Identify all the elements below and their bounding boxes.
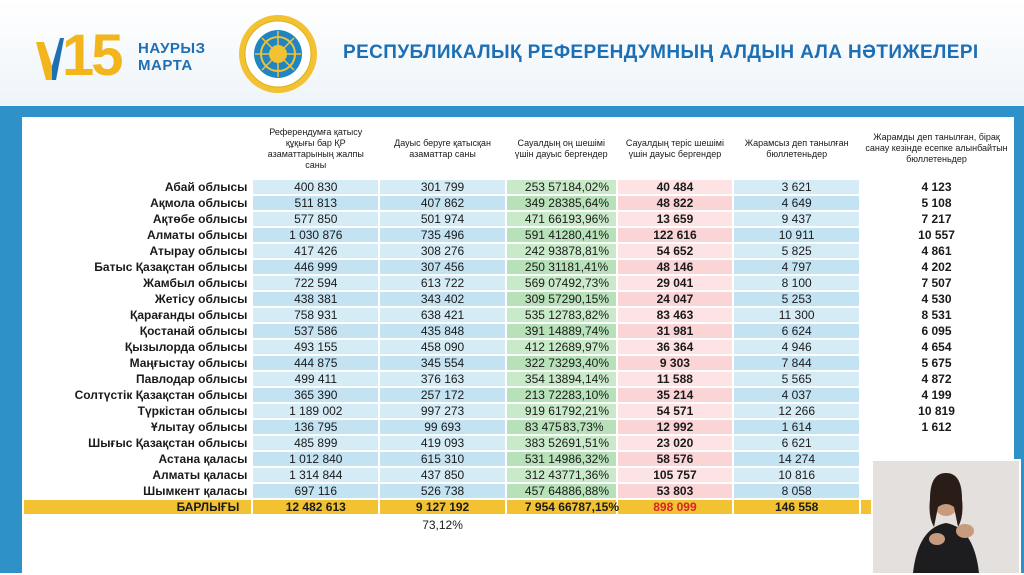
no-votes: 36 364 [618,340,733,354]
yes-percent: 84,02% [568,180,610,194]
voted-count: 376 163 [380,372,505,386]
yes-percent: 92,21% [568,404,610,418]
uncounted-ballots: 4 199 [861,388,1012,402]
table-row [24,180,1012,194]
voted-count: 301 799 [380,180,505,194]
yes-percent: 91,51% [568,436,610,450]
total-yes-percent: 87,15% [578,500,620,514]
voted-count: 308 276 [380,244,505,258]
region-name: Шымкент қаласы [24,484,251,498]
region-name: Түркістан облысы [24,404,251,418]
eligible-count: 537 586 [253,324,378,338]
invalid-ballots: 9 437 [734,212,859,226]
invalid-ballots: 5 565 [734,372,859,386]
table-header-row [24,119,1012,178]
yes-percent: 93,96% [568,212,610,226]
no-votes: 48 822 [618,196,733,210]
yes-count: 213 722 [524,388,569,402]
voted-count: 343 402 [380,292,505,306]
uncounted-ballots: 4 202 [861,260,1012,274]
eligible-count: 493 155 [253,340,378,354]
invalid-ballots: 4 946 [734,340,859,354]
region-name: Астана қаласы [24,452,251,466]
region-name: Ақтөбе облысы [24,212,251,226]
eligible-count: 722 594 [253,276,378,290]
page-title: РЕСПУБЛИКАЛЫҚ РЕФЕРЕНДУМНЫҢ АЛДЫН АЛА НӘТИЖЕЛЕРІ [343,42,979,63]
region-name: Солтүстік Қазақстан облысы [24,388,251,402]
voted-count: 735 496 [380,228,505,242]
voted-count: 997 273 [380,404,505,418]
invalid-ballots: 1 614 [734,420,859,434]
table-row [24,468,1012,482]
yes-count: 354 138 [524,372,569,386]
invalid-ballots: 12 266 [734,404,859,418]
election-commission-emblem-icon [238,14,318,94]
yes-count: 531 149 [524,452,569,466]
eligible-count: 577 850 [253,212,378,226]
voted-count: 345 554 [380,356,505,370]
table-row [24,404,1012,418]
table-row [24,196,1012,210]
header-no: Сауалдың теріс шешімі үшін дауыс бергендер [618,119,733,178]
table-row [24,356,1012,370]
yes-count: 457 648 [524,484,569,498]
yes-count: 83 475 [524,420,562,434]
yes-percent: 92,73% [568,276,610,290]
total-eligible: 12 482 613 [253,500,378,514]
region-name: Алматы қаласы [24,468,251,482]
total-label: БАРЛЫҒЫ [24,500,251,514]
eligible-count: 400 830 [253,180,378,194]
table-row [24,276,1012,290]
no-votes: 23 020 [618,436,733,450]
header-bar [0,0,1024,106]
invalid-ballots: 6 624 [734,324,859,338]
yes-percent: 83,10% [568,388,610,402]
yes-votes [507,420,616,434]
eligible-count: 136 795 [253,420,378,434]
turnout-row [24,516,1012,534]
invalid-ballots: 6 621 [734,436,859,450]
eligible-count: 1 189 002 [253,404,378,418]
checkmark-icon [36,36,64,80]
eligible-count: 758 931 [253,308,378,322]
uncounted-ballots: 4 654 [861,340,1012,354]
yes-votes [507,180,616,194]
no-votes: 9 303 [618,356,733,370]
logo-line-1: НАУРЫЗ [138,40,206,57]
uncounted-ballots: 4 872 [861,372,1012,386]
eligible-count: 446 999 [253,260,378,274]
yes-votes [507,356,616,370]
voted-count: 615 310 [380,452,505,466]
no-votes: 53 803 [618,484,733,498]
eligible-count: 417 426 [253,244,378,258]
yes-count: 349 283 [524,196,569,210]
eligible-count: 444 875 [253,356,378,370]
yes-count: 412 126 [524,340,569,354]
yes-percent: 89,74% [568,324,610,338]
no-votes: 12 992 [618,420,733,434]
turnout-percent: 73,12% [380,516,505,534]
march-15-logo [36,23,216,88]
invalid-ballots: 8 058 [734,484,859,498]
invalid-ballots: 5 825 [734,244,859,258]
table-row [24,436,1012,450]
table-row [24,244,1012,258]
yes-percent: 94,14% [568,372,610,386]
voted-count: 307 456 [380,260,505,274]
eligible-count: 499 411 [253,372,378,386]
header-yes: Сауалдың оң шешімі үшін дауыс бергендер [507,119,616,178]
voted-count: 501 974 [380,212,505,226]
yes-percent: 89,97% [568,340,610,354]
uncounted-ballots: 8 531 [861,308,1012,322]
eligible-count: 697 116 [253,484,378,498]
voted-count: 435 848 [380,324,505,338]
yes-votes [507,324,616,338]
yes-count: 569 074 [524,276,569,290]
invalid-ballots: 4 649 [734,196,859,210]
yes-count: 253 571 [524,180,569,194]
invalid-ballots: 7 844 [734,356,859,370]
total-no: 898 099 [618,500,733,514]
voted-count: 613 722 [380,276,505,290]
no-votes: 11 588 [618,372,733,386]
region-name: Жамбыл облысы [24,276,251,290]
eligible-count: 1 030 876 [253,228,378,242]
table-row [24,452,1012,466]
results-table [22,117,1014,536]
yes-percent: 81,41% [567,260,609,274]
yes-votes [507,228,616,242]
yes-votes [507,452,616,466]
voted-count: 407 862 [380,196,505,210]
uncounted-ballots: 4 530 [861,292,1012,306]
yes-votes [507,196,616,210]
uncounted-ballots: 10 819 [861,404,1012,418]
uncounted-ballots: 5 675 [861,356,1012,370]
no-votes: 24 047 [618,292,733,306]
yes-count: 250 311 [524,260,568,274]
region-name: Қостанай облысы [24,324,251,338]
voted-count: 638 421 [380,308,505,322]
table-row [24,388,1012,402]
total-row [24,500,1012,514]
invalid-ballots: 5 253 [734,292,859,306]
invalid-ballots: 10 816 [734,468,859,482]
yes-votes [507,276,616,290]
voted-count: 257 172 [380,388,505,402]
yes-count: 391 148 [524,324,569,338]
uncounted-ballots: 4 123 [861,180,1012,194]
header-eligible: Референдумға қатысу құқығы бар ҚР азаматтарының жалпы саны [253,119,378,178]
yes-count: 322 732 [524,356,569,370]
uncounted-ballots [861,436,1012,450]
uncounted-ballots: 6 095 [861,324,1012,338]
uncounted-ballots: 4 861 [861,244,1012,258]
voted-count: 99 693 [380,420,505,434]
yes-percent: 71,36% [568,468,610,482]
header-uncounted: Жарамды деп танылған, бірақ санау кезінде есепке алынбайтын бюллетеньдер [861,119,1012,178]
table-row [24,372,1012,386]
invalid-ballots: 4 037 [734,388,859,402]
yes-votes [507,404,616,418]
yes-votes [507,468,616,482]
yes-percent: 83,82% [568,308,610,322]
total-yes [507,500,620,514]
logo-line-2: МАРТА [138,57,193,74]
table-row [24,292,1012,306]
invalid-ballots: 14 274 [734,452,859,466]
yes-count: 312 437 [524,468,569,482]
eligible-count: 511 813 [253,196,378,210]
no-votes: 31 981 [618,324,733,338]
yes-votes [507,388,616,402]
region-name: Ақмола облысы [24,196,251,210]
table-row [24,324,1012,338]
yes-percent: 90,15% [568,292,610,306]
uncounted-ballots: 1 612 [861,420,1012,434]
no-votes: 35 214 [618,388,733,402]
invalid-ballots: 8 100 [734,276,859,290]
yes-votes [507,340,616,354]
region-name: Батыс Қазақстан облысы [24,260,251,274]
region-name: Шығыс Қазақстан облысы [24,436,251,450]
yes-votes [507,212,616,226]
yes-count: 309 572 [524,292,569,306]
yes-percent: 86,88% [568,484,610,498]
yes-count: 242 938 [524,244,569,258]
voted-count: 419 093 [380,436,505,450]
uncounted-ballots: 10 557 [861,228,1012,242]
table-row [24,340,1012,354]
eligible-count: 1 314 844 [253,468,378,482]
yes-percent: 85,64% [568,196,610,210]
voted-count: 437 850 [380,468,505,482]
region-name: Павлодар облысы [24,372,251,386]
yes-count: 471 661 [524,212,569,226]
region-name: Жетісу облысы [24,292,251,306]
total-yes-count: 7 954 667 [524,500,579,514]
region-name: Абай облысы [24,180,251,194]
header-voted: Дауыс беруге қатысқан азаматтар саны [380,119,505,178]
table-row [24,484,1012,498]
yes-votes [507,260,616,274]
table-row [24,260,1012,274]
no-votes: 83 463 [618,308,733,322]
region-name: Ұлытау облысы [24,420,251,434]
region-name: Маңғыстау облысы [24,356,251,370]
region-name: Қызылорда облысы [24,340,251,354]
no-votes: 58 576 [618,452,733,466]
yes-votes [507,292,616,306]
no-votes: 48 146 [618,260,733,274]
eligible-count: 1 012 840 [253,452,378,466]
uncounted-ballots: 7 217 [861,212,1012,226]
yes-count: 591 412 [524,228,569,242]
table-body [24,180,1012,498]
table-row [24,228,1012,242]
uncounted-ballots: 5 108 [861,196,1012,210]
no-votes: 13 659 [618,212,733,226]
yes-votes [507,308,616,322]
eligible-count: 438 381 [253,292,378,306]
table-row [24,420,1012,434]
no-votes: 122 616 [618,228,733,242]
voted-count: 526 738 [380,484,505,498]
yes-percent: 78,81% [568,244,610,258]
region-name: Алматы облысы [24,228,251,242]
yes-votes [507,244,616,258]
no-votes: 54 571 [618,404,733,418]
yes-votes [507,372,616,386]
voted-count: 458 090 [380,340,505,354]
region-name: Қарағанды облысы [24,308,251,322]
table-row [24,212,1012,226]
invalid-ballots: 11 300 [734,308,859,322]
total-invalid: 146 558 [734,500,859,514]
yes-percent: 86,32% [568,452,610,466]
yes-percent: 83,73% [562,420,604,434]
logo-number: 15 [62,23,121,88]
yes-percent: 93,40% [568,356,610,370]
yes-votes [507,484,616,498]
eligible-count: 365 390 [253,388,378,402]
sign-language-interpreter-video [871,459,1021,575]
yes-percent: 80,41% [568,228,610,242]
table-row [24,308,1012,322]
uncounted-ballots: 7 507 [861,276,1012,290]
yes-count: 535 127 [524,308,569,322]
header-region [24,119,251,178]
invalid-ballots: 4 797 [734,260,859,274]
total-voted: 9 127 192 [380,500,505,514]
logo-text [138,40,206,74]
no-votes: 40 484 [618,180,733,194]
no-votes: 54 652 [618,244,733,258]
no-votes: 29 041 [618,276,733,290]
region-name: Атырау облысы [24,244,251,258]
interpreter-figure [873,461,1019,573]
yes-count: 383 526 [524,436,569,450]
no-votes: 105 757 [618,468,733,482]
yes-votes [507,436,616,450]
eligible-count: 485 899 [253,436,378,450]
yes-count: 919 617 [524,404,569,418]
invalid-ballots: 10 911 [734,228,859,242]
header-invalid: Жарамсыз деп танылған бюллетеньдер [734,119,859,178]
invalid-ballots: 3 621 [734,180,859,194]
